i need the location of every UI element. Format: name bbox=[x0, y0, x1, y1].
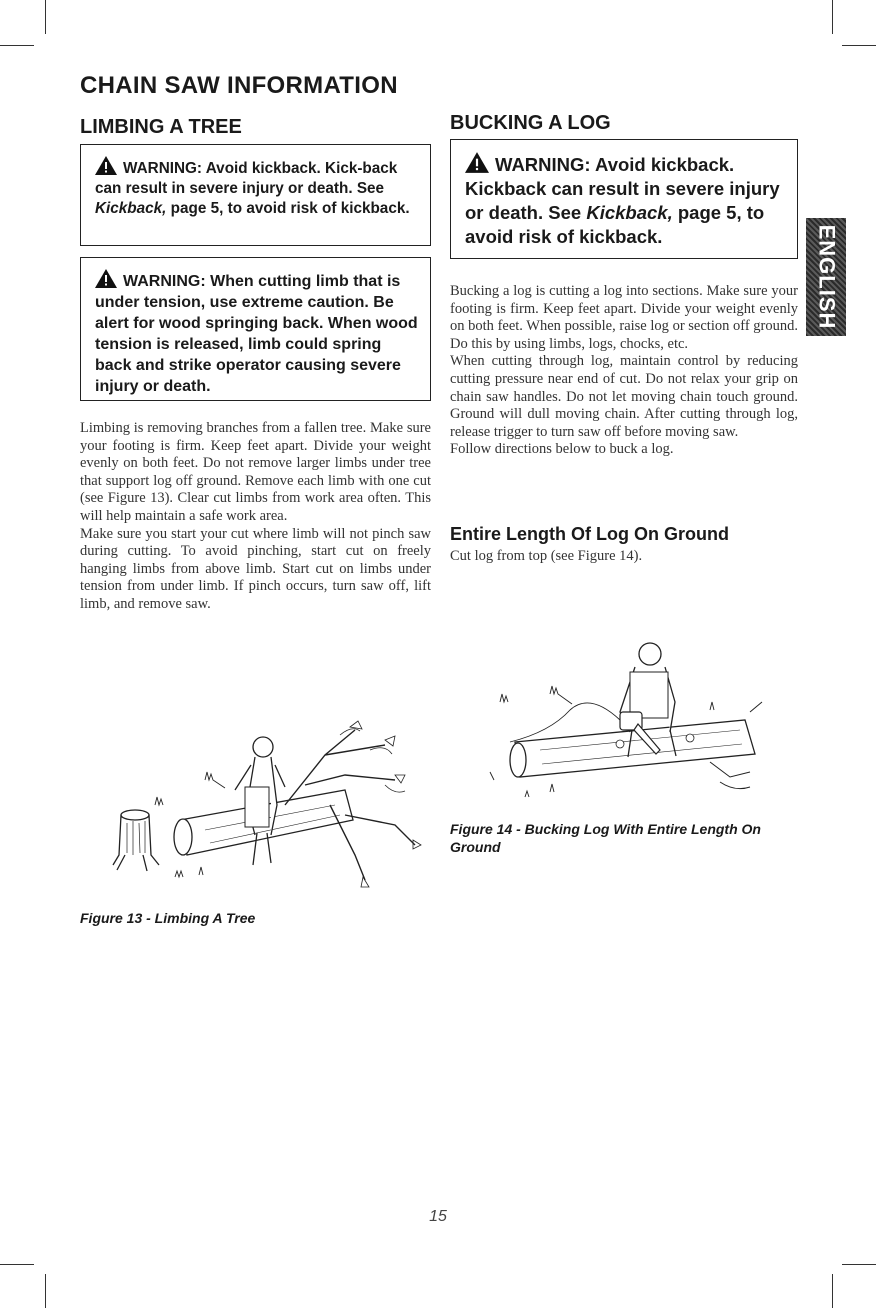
figure-13-caption: Figure 13 - Limbing A Tree bbox=[80, 910, 256, 926]
paragraph: Bucking a log is cutting a log into sections. Make sure your footing is firm. Keep feet apart. Divide your weight evenly on both feet. When possible, raise log or section off ground. Do this by using limbs, logs, chocks, etc. bbox=[450, 283, 798, 352]
kickback-reference: Kickback, bbox=[586, 202, 673, 223]
warning-text: WARNING: Avoid kickback. Kick-back can result in severe injury or death. See bbox=[95, 160, 398, 197]
crop-mark bbox=[832, 0, 833, 34]
page-number: 15 bbox=[429, 1208, 447, 1225]
tree-stump bbox=[113, 810, 159, 871]
warning-box-kickback bbox=[80, 144, 431, 246]
figure-14-caption: Figure 14 - Bucking Log With Entire Length On Ground bbox=[450, 821, 761, 855]
warning-text: WARNING: Avoid kickback. Kickback can result in severe injury or death. See bbox=[465, 154, 780, 223]
warning-triangle-icon bbox=[465, 152, 489, 173]
figure-13-illustration bbox=[95, 705, 425, 895]
language-tab bbox=[806, 218, 846, 336]
warning-text: page 5, to avoid risk of kickback. bbox=[465, 202, 765, 247]
crop-mark bbox=[842, 45, 876, 46]
crop-mark bbox=[832, 1274, 833, 1308]
warning-triangle-icon bbox=[95, 156, 117, 175]
limbing-body bbox=[80, 420, 431, 614]
kickback-reference: Kickback, bbox=[95, 200, 167, 217]
crop-mark bbox=[0, 45, 34, 46]
crop-mark bbox=[0, 1264, 34, 1265]
warning-triangle-icon bbox=[95, 269, 117, 288]
paragraph: Make sure you start your cut where limb will not pinch saw during cutting. To avoid pinching, start cut on freely hanging limbs from above limb. Start cut on limbs under tension from under limb. If pinch occurs, turn saw off, lift limb, and remove saw. bbox=[80, 525, 431, 612]
section-heading-limbing: LIMBING A TREE bbox=[80, 116, 242, 138]
figure-14-illustration bbox=[470, 632, 780, 812]
warning-box-limb-tension bbox=[80, 257, 431, 401]
bucking-body bbox=[450, 283, 798, 459]
warning-text: WARNING: When cutting limb that is under tension, use extreme caution. Be alert for wood springing back. When wood tension is released, limb could spring back and strike operator causing severe injury or death. bbox=[95, 273, 418, 395]
paragraph: Limbing is removing branches from a fallen tree. Make sure your footing is firm. Keep feet apart. Divide your weight evenly on both feet. Do not remove larger limbs under tree that support log off ground. Remove each limb with one cut (see Figure 13). Clear cut limbs from work area often. This will help maintain a safe work area. bbox=[80, 420, 431, 524]
crop-mark bbox=[45, 1274, 46, 1308]
paragraph: Cut log from top (see Figure 14). bbox=[450, 548, 643, 564]
subheading-entire-length: Entire Length Of Log On Ground bbox=[450, 524, 729, 544]
warning-text: page 5, to avoid risk of kickback. bbox=[166, 200, 410, 217]
section-heading-bucking: BUCKING A LOG bbox=[450, 112, 611, 134]
language-tab-label: ENGLISH bbox=[814, 224, 840, 330]
paragraph: Follow directions below to buck a log. bbox=[450, 441, 674, 458]
warning-box-bucking-kickback bbox=[450, 139, 798, 259]
paragraph: When cutting through log, maintain control by reducing cutting pressure near end of cut. Do not relax your grip on chain saw handles. Do not let moving chain touch ground. Ground will dull moving chain. After cutting through log, release trigger to turn saw off before moving saw. bbox=[450, 353, 798, 440]
page-title: CHAIN SAW INFORMATION bbox=[80, 72, 398, 99]
crop-mark bbox=[842, 1264, 876, 1265]
crop-mark bbox=[45, 0, 46, 34]
operator-figure bbox=[235, 737, 285, 865]
